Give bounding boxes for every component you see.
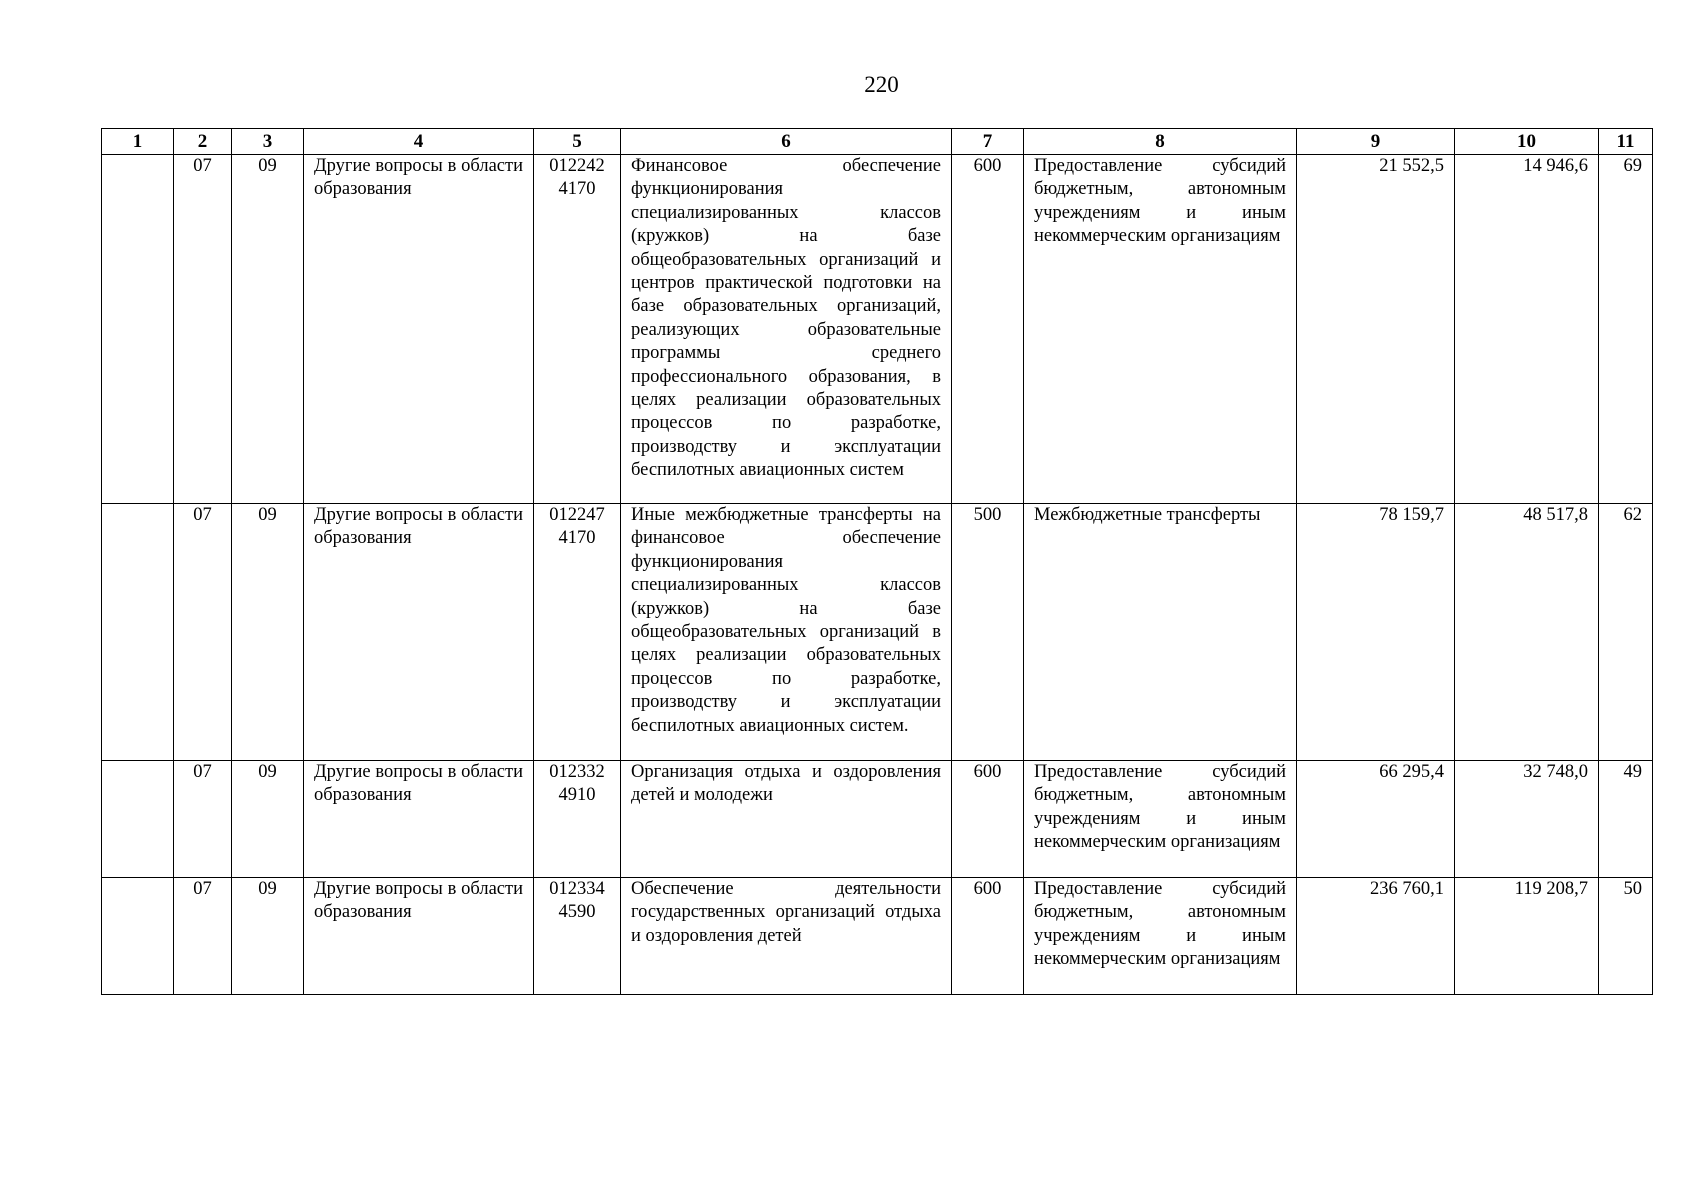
cell-expense-name: Предоставление субсидий бюджетным, автономным учреждениям и иным некоммерческим организациям [1024, 761, 1297, 878]
cell-target-name: Иные межбюджетные трансферты на финансовое обеспечение функционирования специализированных классов (кружков) на базе общеобразовательных организаций в целях реализации образовательных процессов по разработке, производству и эксплуатации беспилотных авиационных систем. [621, 504, 952, 761]
cell-target-code [534, 878, 621, 995]
cell-amount-actual: 14 946,6 [1455, 155, 1599, 504]
cell-section: 07 [174, 878, 232, 995]
cell-amount-actual: 48 517,8 [1455, 504, 1599, 761]
header-cell: 10 [1455, 129, 1599, 155]
cell-subsection: 09 [232, 761, 304, 878]
cell-col1 [102, 761, 174, 878]
header-cell: 4 [304, 129, 534, 155]
cell-section: 07 [174, 155, 232, 504]
cell-subsection: 09 [232, 878, 304, 995]
header-row [102, 129, 1653, 155]
cell-section-name: Другие вопросы в области образования [304, 878, 534, 995]
cell-expense-name: Предоставление субсидий бюджетным, автономным учреждениям и иным некоммерческим организациям [1024, 155, 1297, 504]
header-cell: 8 [1024, 129, 1297, 155]
target-code-part: 012247 [549, 505, 605, 525]
header-cell: 7 [952, 129, 1024, 155]
table-row [102, 155, 1653, 504]
cell-amount-plan: 21 552,5 [1297, 155, 1455, 504]
cell-percent: 50 [1599, 878, 1653, 995]
cell-target-name: Финансовое обеспечение функционирования специализированных классов (кружков) на базе общеобразовательных организаций и центров практической подготовки на базе образовательных организаций, реализующих образовательные программы среднего профессионального образования, в целях реализации образовательных процессов по разработке, производству и эксплуатации беспилотных авиационных систем [621, 155, 952, 504]
cell-target-name: Организация отдыха и оздоровления детей и молодежи [621, 761, 952, 878]
cell-expense-type: 600 [952, 761, 1024, 878]
target-code-part: 4910 [558, 785, 596, 806]
cell-target-code [534, 155, 621, 504]
target-code-part: 4170 [558, 179, 596, 200]
cell-section: 07 [174, 761, 232, 878]
cell-section-name: Другие вопросы в области образования [304, 155, 534, 504]
cell-percent: 69 [1599, 155, 1653, 504]
page-number: 220 [864, 72, 899, 97]
target-code-part: 012242 [549, 156, 605, 176]
header-cell: 6 [621, 129, 952, 155]
cell-expense-type: 500 [952, 504, 1024, 761]
table-row [102, 878, 1653, 995]
cell-expense-name: Предоставление субсидий бюджетным, автономным учреждениям и иным некоммерческим организациям [1024, 878, 1297, 995]
cell-amount-plan: 66 295,4 [1297, 761, 1455, 878]
target-code-part: 4590 [558, 902, 596, 923]
cell-expense-name: Межбюджетные трансферты [1024, 504, 1297, 761]
table-row [102, 504, 1653, 761]
header-cell: 5 [534, 129, 621, 155]
cell-subsection: 09 [232, 504, 304, 761]
cell-target-code [534, 504, 621, 761]
header-cell: 1 [102, 129, 174, 155]
cell-percent: 49 [1599, 761, 1653, 878]
header-cell: 9 [1297, 129, 1455, 155]
cell-amount-actual: 32 748,0 [1455, 761, 1599, 878]
budget-table [101, 128, 1653, 995]
cell-target-name: Обеспечение деятельности государственных организаций отдыха и оздоровления детей [621, 878, 952, 995]
cell-section: 07 [174, 504, 232, 761]
cell-amount-plan: 78 159,7 [1297, 504, 1455, 761]
target-code-part: 4170 [558, 528, 596, 549]
cell-expense-type: 600 [952, 155, 1024, 504]
header-cell: 3 [232, 129, 304, 155]
table-row [102, 761, 1653, 878]
cell-target-code [534, 761, 621, 878]
cell-section-name: Другие вопросы в области образования [304, 761, 534, 878]
target-code-part: 012332 [549, 762, 605, 782]
cell-col1 [102, 878, 174, 995]
cell-col1 [102, 155, 174, 504]
cell-amount-plan: 236 760,1 [1297, 878, 1455, 995]
header-cell: 2 [174, 129, 232, 155]
cell-section-name: Другие вопросы в области образования [304, 504, 534, 761]
target-code-part: 012334 [549, 879, 605, 899]
cell-subsection: 09 [232, 155, 304, 504]
cell-expense-type: 600 [952, 878, 1024, 995]
cell-amount-actual: 119 208,7 [1455, 878, 1599, 995]
cell-percent: 62 [1599, 504, 1653, 761]
header-cell: 11 [1599, 129, 1653, 155]
cell-col1 [102, 504, 174, 761]
